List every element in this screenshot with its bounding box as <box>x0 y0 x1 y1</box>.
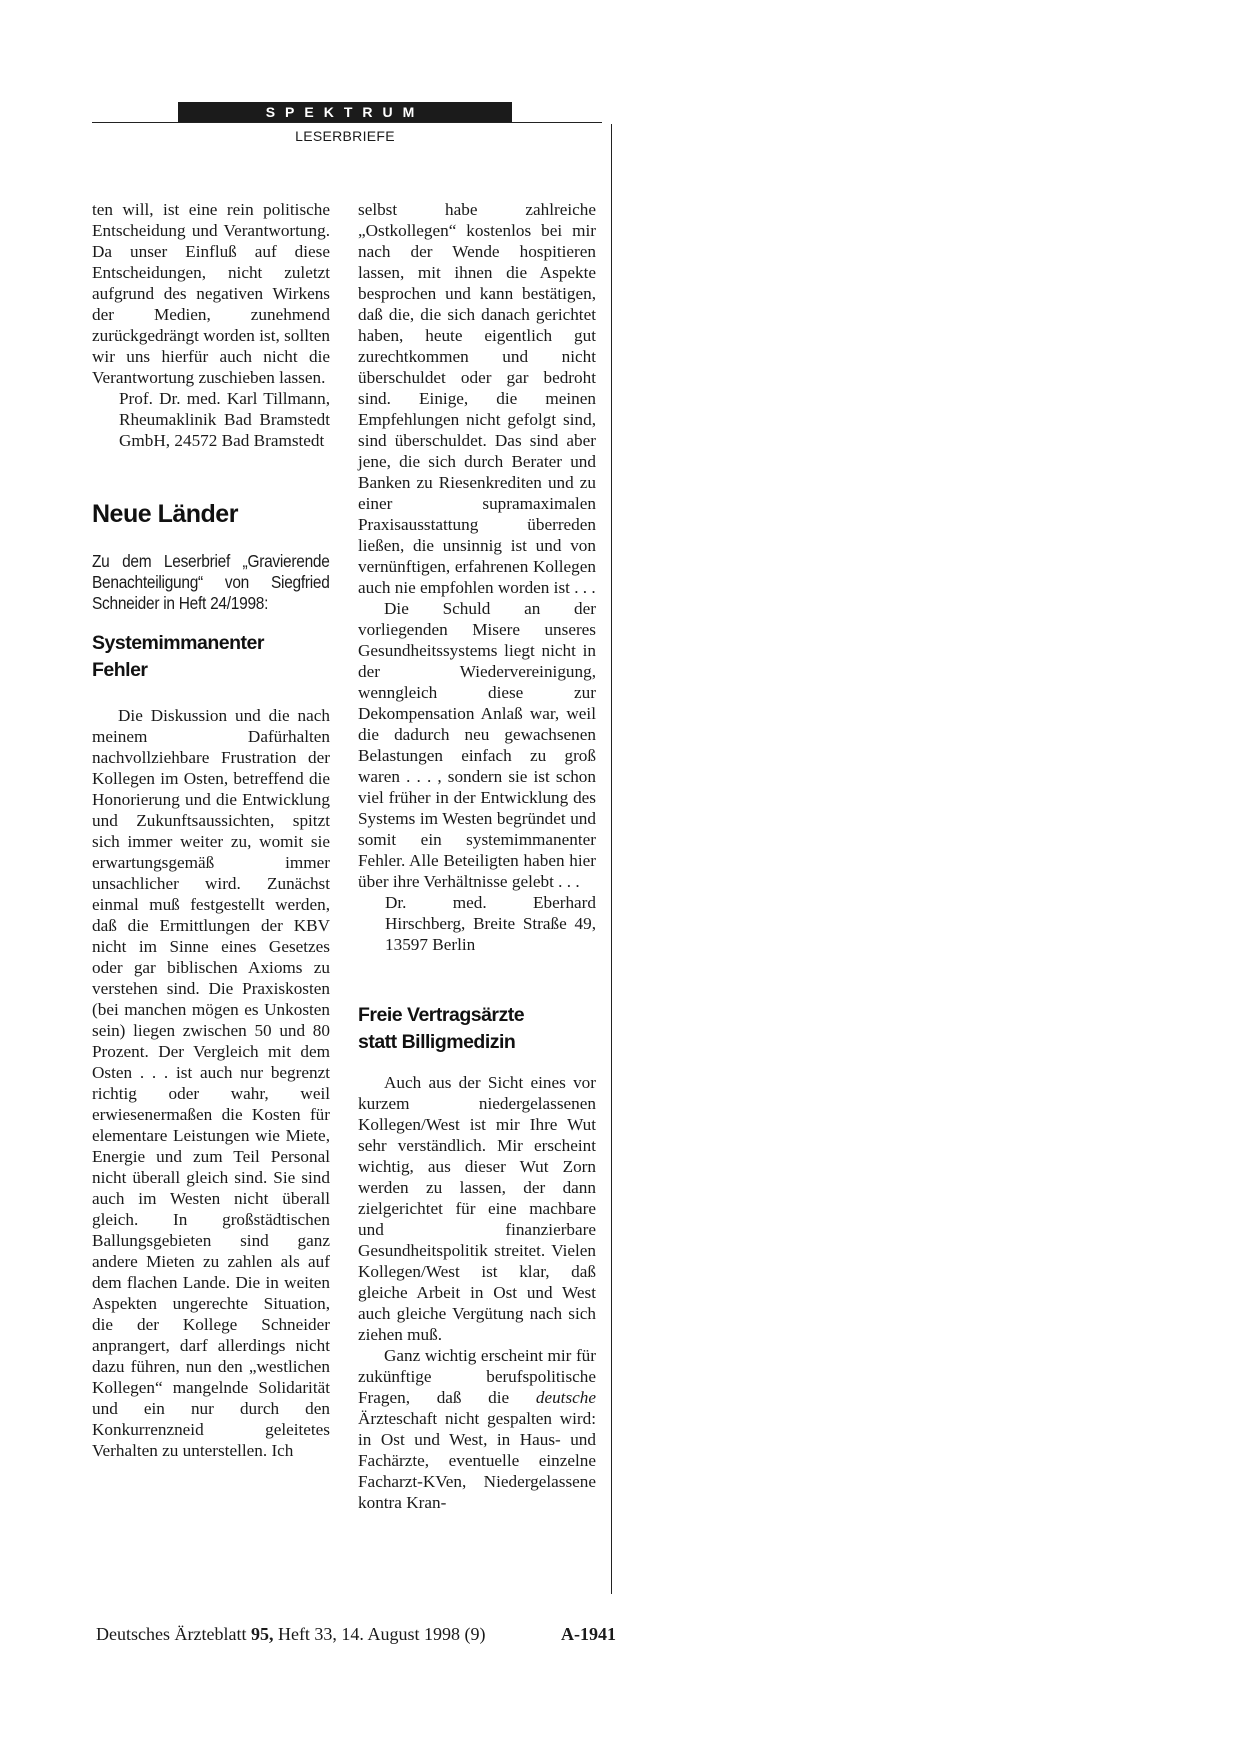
letter-paragraph: Die Schuld an der vorliegenden Misere unseres Gesundheitssystems liegt nicht in der Wiedervereinigung, wenngleich diese zur Dekompensation Anlaß war, weil die dadurch neu gewachsenen Belastungen einfach zu groß waren . . . , sondern sie ist schon viel früher in der Entwicklung des Systems im Westen begründet und somit ein systemimmanenter Fehler. Alle Beteiligten haben hier über ihre Verhältnisse gelebt . . . <box>358 599 596 891</box>
letter-paragraph: Auch aus der Sicht eines vor kurzem niedergelassenen Kollegen/West ist mir Ihre Wut sehr verständlich. Mir erscheint wichtig, aus dieser Wut Zorn werden zu lassen, der dann zielgerichtet für eine machbare und finanzierbare Gesundheitspolitik streitet. Vielen Kollegen/West ist klar, daß gleiche Arbeit in Ost und West auch gleiche Vergütung nach sich ziehen muß. <box>358 1073 596 1344</box>
letter-signature: Dr. med. Eberhard Hirschberg, Breite Straße 49, 13597 Berlin <box>385 893 596 954</box>
article-title-line: Freie Vertragsärzte <box>358 1004 525 1026</box>
article-title <box>358 1002 596 1056</box>
section-title: Neue Länder <box>92 500 238 528</box>
subsection-label: LESERBRIEFE <box>295 128 395 144</box>
column-rule <box>611 124 612 1594</box>
article-title-line: statt Billigmedizin <box>358 1031 516 1053</box>
letter-paragraph <box>358 1345 596 1513</box>
page-number: A-1941 <box>561 1624 616 1644</box>
left-column <box>92 199 330 1461</box>
article-title-line: Systemimmanenter <box>92 632 264 654</box>
paragraph-text: Ärzteschaft nicht gespalten wird: in Ost und West, in Haus- und Fachärzte, eventuelle einzelne Facharzt-KVen, Niedergelassene kontra Kran- <box>358 1409 596 1512</box>
paragraph-text: Ganz wichtig erscheint mir für zukünftige berufspolitische Fragen, daß die <box>358 1346 596 1407</box>
issue-info: Heft 33, 14. August 1998 (9) <box>277 1624 486 1644</box>
header-rule <box>92 122 602 123</box>
page-footer <box>96 1624 616 1645</box>
journal-name: Deutsches Ärzteblatt <box>96 1624 247 1644</box>
letter-paragraph: selbst habe zahlreiche „Ostkollegen“ kostenlos bei mir nach der Wende hospitieren lassen, mit ihnen die Aspekte besprochen und kann bestätigen, daß die, die sich danach gerichtet haben, heute eigentlich gut zurechtkommen und nicht überschuldet oder gar bedroht sind. Einige, die meinen Empfehlungen nicht gefolgt sind, sind überschuldet. Das sind aber jene, die sich durch Berater und Banken zu Riesenkrediten und zu einer supramaximalen Praxisausstattung überreden ließen, die unsinnig ist und von vernünftigen, erfahrenen Kollegen auch nie empfohlen worden ist . . . <box>358 200 596 597</box>
right-column <box>358 199 596 1513</box>
article-title <box>92 630 330 684</box>
article-title-line: Fehler <box>92 659 148 681</box>
emphasis-text: deutsche <box>535 1388 596 1407</box>
letter-signature: Prof. Dr. med. Karl Tillmann, Rheumaklinik Bad Bramstedt GmbH, 24572 Bad Bramstedt <box>119 389 330 450</box>
section-banner: SPEKTRUM <box>178 102 512 122</box>
letter-text: ten will, ist eine rein politische Entscheidung und Verantwortung. Da unser Einfluß auf diese Entscheidungen, nicht zuletzt aufgrund des negativen Wirkens der Medien, zunehmend zurückgedrängt worden ist, sollten wir uns hierfür auch nicht die Verantwortung zuschieben lassen. <box>92 200 330 387</box>
letter-paragraph: Die Diskussion und die nach meinem Dafürhalten nachvollziehbare Frustration der Kollegen im Osten, betreffend die Honorierung und die Entwicklung und Zukunftsaussichten, spitzt sich immer weiter zu, womit sie erwartungsgemäß immer unsachlicher wird. Zunächst einmal muß festgestellt werden, daß die Ermittlungen der KBV nicht im Sinne eines Gesetzes oder gar biblischen Axioms zu verstehen sind. Die Praxiskosten (bei manchen mögen es Unkosten sein) liegen zwischen 50 und 80 Prozent. Der Vergleich mit dem Osten . . . ist auch nur begrenzt richtig oder wahr, weil erwiesenermaßen die Kosten für elementare Leistungen wie Miete, Energie und zum Teil Personal nicht überall gleich sind. Sie sind auch im Westen nicht überall gleich. In großstädtischen Ballungsgebieten sind ganz andere Mieten zu zahlen als auf dem flachen Lande. Die in weiten Aspekten ungerechte Situation, die der Kollege Schneider anprangert, darf allerdings nicht dazu führen, nun den „westlichen Kollegen“ mangelnde Solidarität und ein nur durch den Konkurrenzneid geleitetes Verhalten zu unterstellen. Ich <box>92 706 330 1460</box>
letter-intro: Zu dem Leserbrief „Gravierende Benachteiligung“ von Siegfried Schneider in Heft 24/1998: <box>92 551 330 613</box>
volume-number: 95, <box>250 1624 274 1644</box>
